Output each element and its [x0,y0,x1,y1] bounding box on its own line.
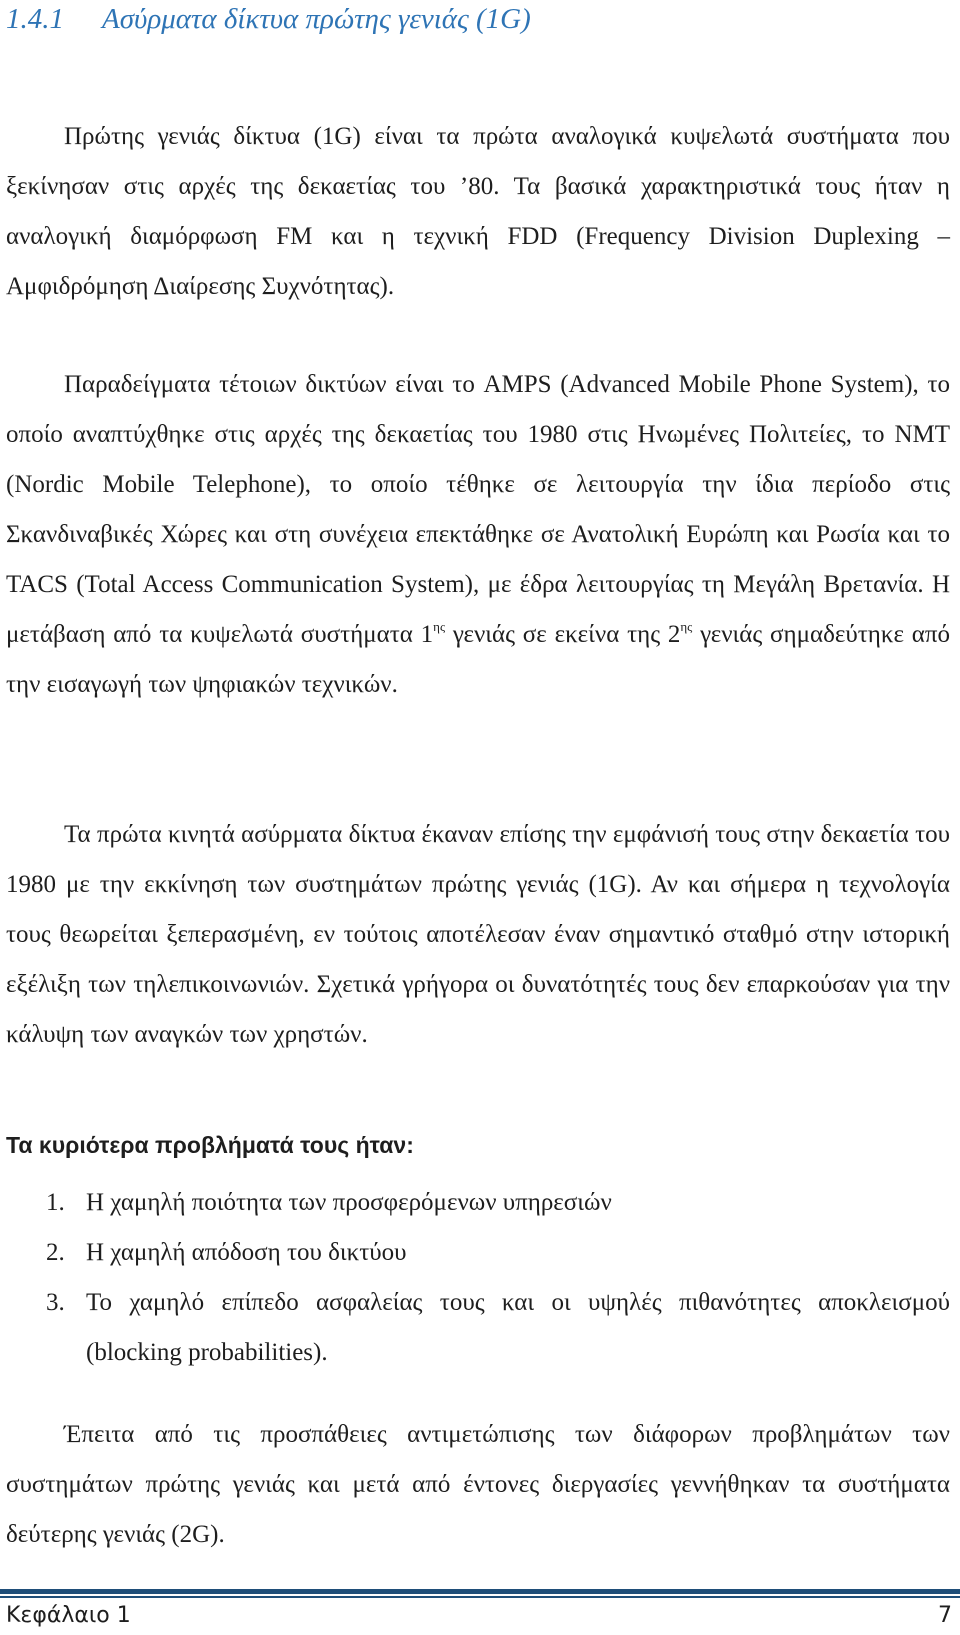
footer-divider [0,1589,960,1594]
footer-chapter-label: Κεφάλαιο 1 [6,1603,131,1628]
superscript-ordinal: ης [680,619,693,634]
list-item-text: Η χαμηλή απόδοση του δικτύου [86,1239,407,1266]
section-title: Ασύρματα δίκτυα πρώτης γενιάς (1G) [102,3,531,35]
list-marker: 2. [46,1239,65,1266]
footer-divider-thin [0,1596,960,1598]
paragraph-examples-text-3: γενιάς σημαδεύτηκε από την εισαγωγή των ψηφιακών τεχνικών. [6,621,950,698]
list-item [6,1278,950,1378]
page-number: 7 [938,1603,952,1628]
superscript-ordinal: ης [433,619,446,634]
paragraph-intro: Πρώτης γενιάς δίκτυα (1G) είναι τα πρώτα αναλογικά κυψελωτά συστήματα που ξεκίνησαν στις αρχές της δεκαετίας του ’80. Τα βασικά χαρακτηριστικά τους ήταν η αναλογική διαμόρφωση FM και η τεχνική FDD (Frequency Division Duplexing – Αμφιδρόμηση Διαίρεσης Συχνότητας). [6,123,950,300]
list-item [6,1178,950,1228]
list-marker: 3. [46,1289,65,1316]
paragraph-history: Τα πρώτα κινητά ασύρματα δίκτυα έκαναν επίσης την εμφάνισή τους στην δεκαετία του 1980 με την εκκίνηση των συστημάτων πρώτης γενιάς (1G). Αν και σήμερα η τεχνολογία τους θεωρείται ξεπερασμένη, εν τούτοις αποτέλεσαν έναν σημαντικό σταθμό στην ιστορική εξέλιξη των τηλεπικοινωνιών. Σχετικά γρήγορα οι δυνατότητές τους δεν επαρκούσαν για την κάλυψη των αναγκών των χρηστών. [6,821,950,1048]
list-marker: 1. [46,1189,65,1216]
paragraph-examples-text-1: Παραδείγματα τέτοιων δικτύων είναι το AMPS (Advanced Mobile Phone System), το οποίο αναπτύχθηκε στις αρχές της δεκαετίας του 1980 στις Ηνωμένες Πολιτείες, το NMT (Nordic Mobile Telephone), το οποίο τέθηκε σε λειτουργία την ίδια περίοδο στις Σκανδιναβικές Χώρες και στη συνέχεια επεκτάθηκε σε Ανατολική Ευρώπη και Ρωσία και το TACS (Total Access Communication System), με έδρα λειτουργίας τη Μεγάλη Βρετανία. Η μετάβαση από τα κυψελωτά συστήματα 1 [6,371,950,648]
paragraph-conclusion: Έπειτα από τις προσπάθειες αντιμετώπισης των διάφορων προβλημάτων των συστημάτων πρώτης γενιάς και μετά από έντονες διεργασίες γεννήθηκαν τα συστήματα δεύτερης γενιάς (2G). [6,1421,950,1548]
list-item [6,1228,950,1278]
problems-heading: Τα κυριότερα προβλήματά τους ήταν: [6,1132,414,1158]
section-heading [6,0,531,38]
problems-list [6,1178,950,1378]
paragraph-examples [6,360,950,710]
list-item-text: Η χαμηλή ποιότητα των προσφερόμενων υπηρεσιών [86,1189,612,1216]
section-number: 1.4.1 [6,3,64,35]
list-item-text: Το χαμηλό επίπεδο ασφαλείας τους και οι υψηλές πιθανότητες αποκλεισμού (blocking probabilities). [86,1289,950,1366]
paragraph-examples-text-2: γενιάς σε εκείνα της 2 [445,621,681,648]
